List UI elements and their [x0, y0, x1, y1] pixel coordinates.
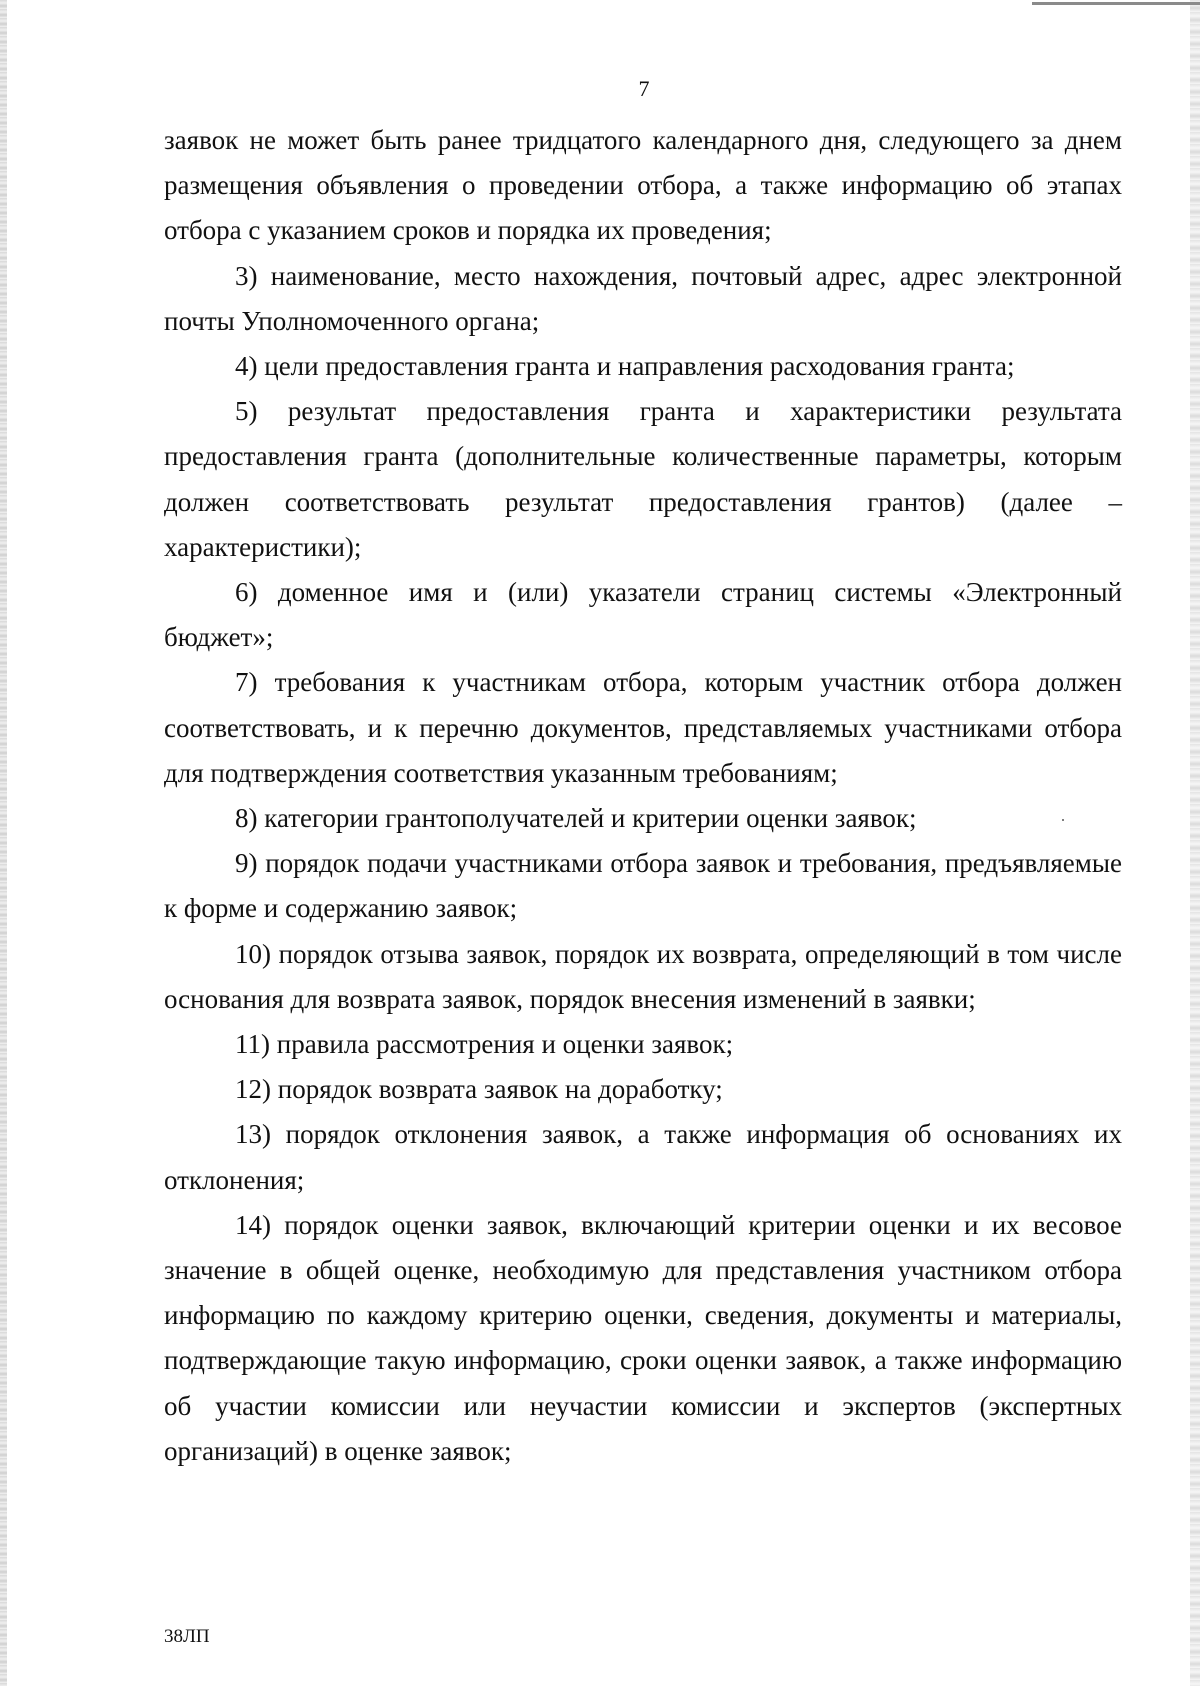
scan-edge-left: [0, 0, 7, 1686]
footer-document-code: 38ЛП: [164, 1626, 210, 1647]
list-item-8: 8) категории грантополучателей и критерии оценки заявок;: [235, 803, 917, 834]
list-item-11: 11) правила рассмотрения и оценки заявок;: [235, 1029, 734, 1060]
scan-edge-right: [1190, 0, 1200, 1686]
list-item-7: 7) требования к участникам отбора, которым участник отбора должен соответствовать, и к перечню документов, представляемых участниками отбора для подтверждения соответствия указанным требованиям;: [164, 667, 1122, 788]
list-item-13: 13) порядок отклонения заявок, а также информация об основаниях их отклонения;: [164, 1119, 1122, 1195]
list-item-5: 5) результат предоставления гранта и характеристики результата предоставления гранта (дополнительные количественные параметры, которым должен соответствовать результат предоставления грантов) (далее – характеристики);: [164, 396, 1122, 562]
list-item-6: 6) доменное имя и (или) указатели страниц системы «Электронный бюджет»;: [164, 577, 1122, 653]
list-item-4: 4) цели предоставления гранта и направления расходования гранта;: [235, 351, 1015, 382]
paragraph-continuation: заявок не может быть ранее тридцатого календарного дня, следующего за днем размещения объявления о проведении отбора, а также информацию об этапах отбора с указанием сроков и порядка их проведения;: [164, 125, 1122, 246]
list-item-12: 12) порядок возврата заявок на доработку;: [235, 1074, 723, 1105]
list-item-9: 9) порядок подачи участниками отбора заявок и требования, предъявляемые к форме и содержанию заявок;: [164, 848, 1122, 924]
list-item-10: 10) порядок отзыва заявок, порядок их возврата, определяющий в том числе основания для возврата заявок, порядок внесения изменений в заявки;: [164, 938, 1122, 1014]
list-item-3: 3) наименование, место нахождения, почтовый адрес, адрес электронной почты Уполномоченного органа;: [164, 260, 1122, 336]
document-body: [164, 118, 1122, 1474]
page-number: 7: [638, 76, 650, 101]
scan-line-top: [1032, 2, 1200, 5]
list-item-14: 14) порядок оценки заявок, включающий критерии оценки и их весовое значение в общей оценке, необходимую для представления участником отбора информацию по каждому критерию оценки, сведения, документы и материалы, подтверждающие такую информацию, сроки оценки заявок, а также информацию об участии комиссии или неучастии комиссии и экспертов (экспертных организаций) в оценке заявок;: [164, 1209, 1122, 1466]
